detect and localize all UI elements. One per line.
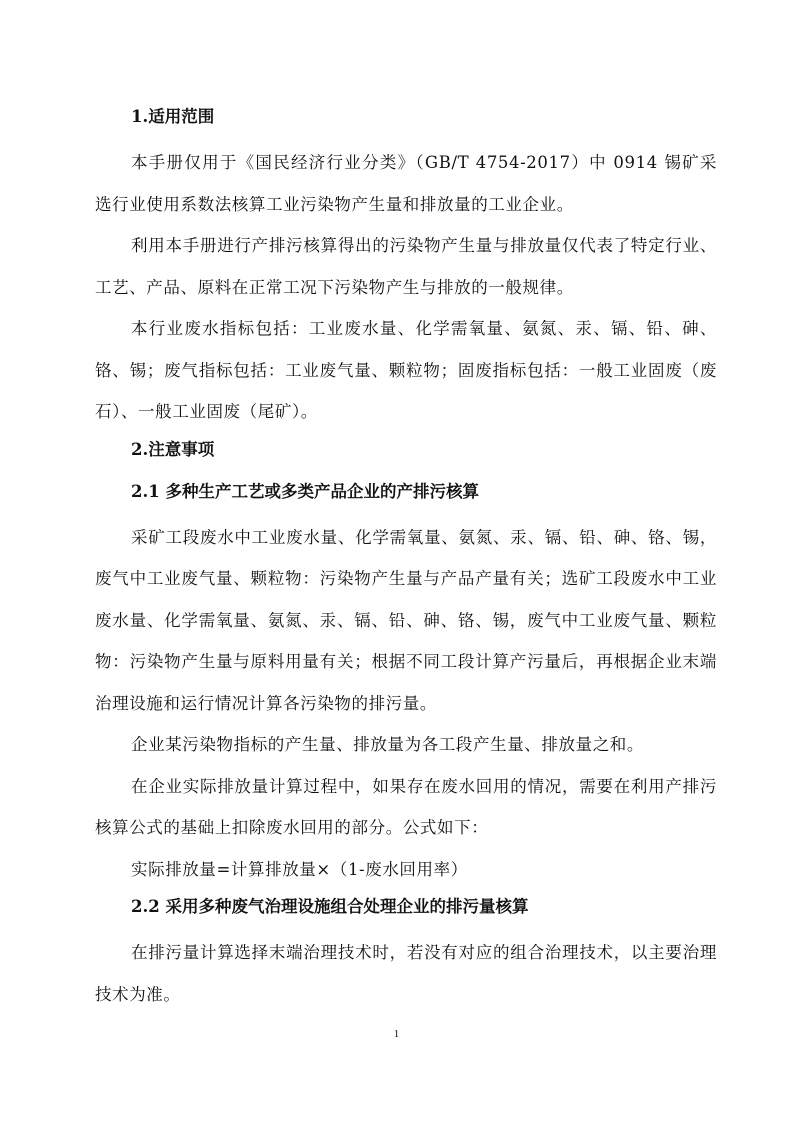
section-2-1-formula: 实际排放量=计算排放量×（1-废水回用率） <box>131 859 468 879</box>
section-2-1-paragraph-1: 采矿工段废水中工业废水量、化学需氧量、氨氮、汞、镉、铅、砷、铬、锡，废气中工业废气量、颗粒物：污染物产生量与产品产量有关；选矿工段废水中工业废水量、化学需氧量、氨氮、汞、镉、铅、砷、铬、锡，废气中工业废气量、颗粒物：污染物产生量与原料用量有关；根据不同工段计算产污量后，再根据企业末端治理设施和运行情况计算各污染物的排污量。 <box>95 527 717 713</box>
section-2-1-paragraph-2: 企业某污染物指标的产生量、排放量为各工段产生量、排放量之和。 <box>131 735 644 754</box>
section-1-paragraph-3: 本行业废水指标包括：工业废水量、化学需氧量、氨氮、汞、镉、铅、砷、铬、锡；废气指标包括：工业废气量、颗粒物；固废指标包括：一般工业固废（废石）、一般工业固废（尾矿）。 <box>95 319 717 421</box>
section-2-2-paragraph-1: 在排污量计算选择末端治理技术时，若没有对应的组合治理技术，以主要治理技术为准。 <box>95 943 717 1004</box>
document-body <box>95 100 717 1015</box>
section-2-1-title: 2.1 多种生产工艺或多类产品企业的产排污核算 <box>131 481 479 501</box>
section-2-2-title: 2.2 采用多种废气治理设施组合处理企业的排污量核算 <box>131 897 529 916</box>
section-1-title: 1.适用范围 <box>131 107 215 126</box>
section-2-1-paragraph-3: 在企业实际排放量计算过程中，如果存在废水回用的情况，需要在利用产排污核算公式的基础上扣除废水回用的部分。公式如下： <box>95 776 717 837</box>
page-number: 1 <box>393 1028 400 1040</box>
section-1-paragraph-2: 利用本手册进行产排污核算得出的污染物产生量与排放量仅代表了特定行业、工艺、产品、原料在正常工况下污染物产生与排放的一般规律。 <box>95 236 717 297</box>
section-2-title: 2.注意事项 <box>131 439 215 459</box>
section-1-paragraph-1: 本手册仅用于《国民经济行业分类》（GB/T 4754-2017）中 0914 锡矿采选行业使用系数法核算工业污染物产生量和排放量的工业企业。 <box>95 153 717 214</box>
